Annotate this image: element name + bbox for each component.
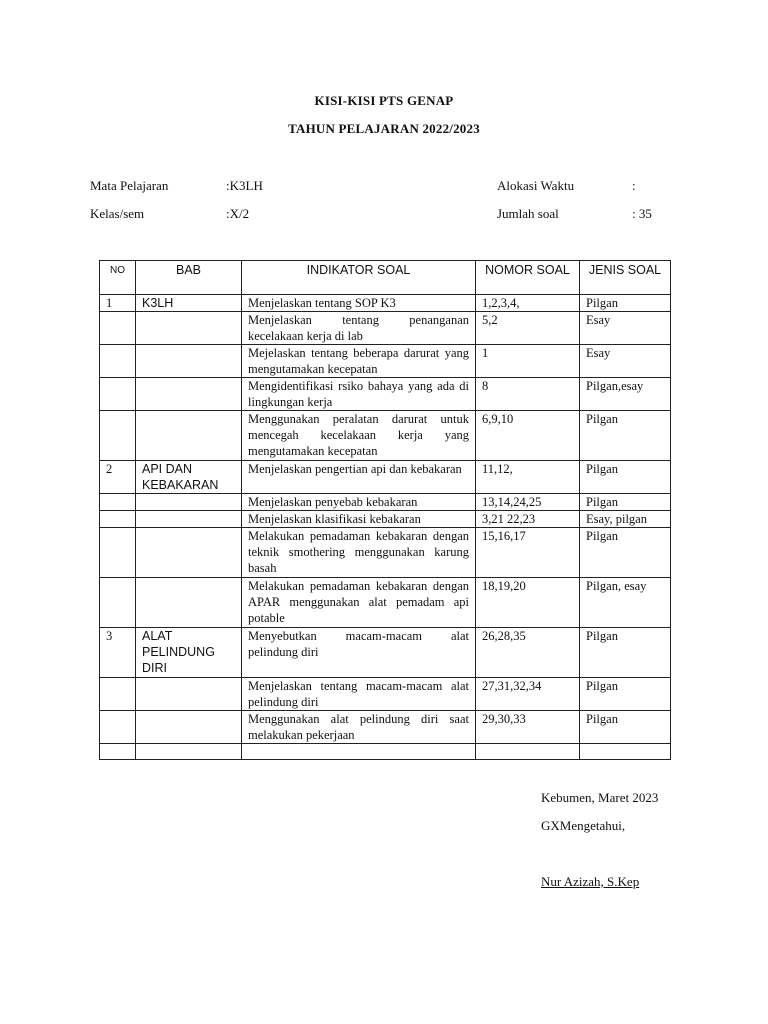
cell-no (100, 378, 136, 411)
cell-jenis: Pilgan (580, 628, 671, 678)
table-row (100, 494, 671, 511)
cell-nomor: 29,30,33 (476, 711, 580, 744)
cell-indikator: Menjelaskan tentang SOP K3 (242, 295, 476, 312)
cell-indikator: Menjelaskan tentang macam-macam alat pelindung diri (242, 678, 476, 711)
table-row (100, 295, 671, 312)
cell-jenis: Pilgan, esay (580, 578, 671, 628)
table-row (100, 578, 671, 628)
cell-nomor (476, 744, 580, 760)
cell-nomor: 11,12, (476, 461, 580, 494)
kelas-label: Kelas/sem (90, 206, 145, 221)
cell-bab: K3LH (136, 295, 242, 312)
table-row (100, 711, 671, 744)
cell-nomor: 1 (476, 345, 580, 378)
cell-indikator: Mejelaskan tentang beberapa darurat yang mengutamakan kecepatan (242, 345, 476, 378)
header-jenis-soal: JENIS SOAL (580, 261, 671, 295)
alokasi-waktu-value: : (632, 178, 636, 193)
cell-no (100, 511, 136, 528)
document-subtitle: TAHUN PELAJARAN 2022/2023 (288, 121, 480, 136)
cell-indikator: Menggunakan peralatan darurat untuk mencegah kecelakaan kerja yang mengutamakan kecepatan (242, 411, 476, 461)
cell-indikator: Melakukan pemadaman kebakaran dengan APAR menggunakan alat pemadam api potable (242, 578, 476, 628)
cell-jenis: Pilgan (580, 494, 671, 511)
cell-bab (136, 345, 242, 378)
signature-acknowledge: GXMengetahui, (541, 818, 626, 833)
cell-no: 1 (100, 295, 136, 312)
header-nomor-soal: NOMOR SOAL (476, 261, 580, 295)
cell-no (100, 528, 136, 578)
cell-nomor: 18,19,20 (476, 578, 580, 628)
cell-jenis: Pilgan (580, 678, 671, 711)
table-row (100, 461, 671, 494)
table-row (100, 411, 671, 461)
cell-nomor: 26,28,35 (476, 628, 580, 678)
cell-jenis: Pilgan (580, 411, 671, 461)
table-row (100, 378, 671, 411)
cell-bab: ALAT PELINDUNG DIRI (136, 628, 242, 678)
alokasi-waktu-label: Alokasi Waktu (497, 178, 575, 193)
cell-bab (136, 494, 242, 511)
cell-bab (136, 312, 242, 345)
table-row (100, 345, 671, 378)
cell-jenis: Pilgan (580, 528, 671, 578)
cell-no (100, 744, 136, 760)
cell-jenis: Esay (580, 345, 671, 378)
cell-jenis: Esay, pilgan (580, 511, 671, 528)
cell-nomor: 3,21 22,23 (476, 511, 580, 528)
cell-indikator: Menjelaskan tentang penanganan kecelakaan kerja di lab (242, 312, 476, 345)
table-row (100, 628, 671, 678)
cell-no: 2 (100, 461, 136, 494)
cell-indikator: Menjelaskan penyebab kebakaran (242, 494, 476, 511)
cell-no (100, 494, 136, 511)
jumlah-soal-label: Jumlah soal (497, 206, 559, 221)
kelas-value: :X/2 (226, 206, 250, 221)
cell-bab (136, 678, 242, 711)
cell-jenis: Pilgan (580, 461, 671, 494)
header-indikator: INDIKATOR SOAL (242, 261, 476, 295)
table-row (100, 678, 671, 711)
cell-indikator (242, 744, 476, 760)
cell-nomor: 27,31,32,34 (476, 678, 580, 711)
mapel-value: :K3LH (226, 178, 263, 193)
document-title: KISI-KISI PTS GENAP (314, 93, 454, 108)
mapel-label: Mata Pelajaran (90, 178, 169, 193)
cell-jenis: Esay (580, 312, 671, 345)
header-bab: BAB (136, 261, 242, 295)
cell-no (100, 411, 136, 461)
cell-jenis (580, 744, 671, 760)
signature-name: Nur Azizah, S.Kep (541, 874, 640, 889)
cell-nomor: 8 (476, 378, 580, 411)
cell-indikator: Menjelaskan klasifikasi kebakaran (242, 511, 476, 528)
cell-jenis: Pilgan,esay (580, 378, 671, 411)
cell-no (100, 711, 136, 744)
cell-no (100, 345, 136, 378)
cell-nomor: 5,2 (476, 312, 580, 345)
cell-no (100, 678, 136, 711)
header-no: NO (100, 261, 136, 295)
cell-bab: API DAN KEBAKARAN (136, 461, 242, 494)
cell-bab (136, 378, 242, 411)
cell-indikator: Menggunakan alat pelindung diri saat melakukan pekerjaan (242, 711, 476, 744)
cell-no (100, 578, 136, 628)
cell-no: 3 (100, 628, 136, 678)
cell-nomor: 13,14,24,25 (476, 494, 580, 511)
cell-indikator: Mengidentifikasi rsiko bahaya yang ada di lingkungan kerja (242, 378, 476, 411)
table-row (100, 312, 671, 345)
cell-jenis: Pilgan (580, 295, 671, 312)
cell-nomor: 1,2,3,4, (476, 295, 580, 312)
table-row (100, 511, 671, 528)
kisi-kisi-table (99, 260, 671, 760)
cell-bab (136, 411, 242, 461)
cell-indikator: Menyebutkan macam-macam alat pelindung diri (242, 628, 476, 678)
cell-nomor: 15,16,17 (476, 528, 580, 578)
cell-bab (136, 744, 242, 760)
cell-no (100, 312, 136, 345)
signature-place-date: Kebumen, Maret 2023 (541, 790, 659, 805)
table-row (100, 528, 671, 578)
table-row (100, 744, 671, 760)
cell-bab (136, 528, 242, 578)
jumlah-soal-value: : 35 (632, 206, 652, 221)
cell-indikator: Menjelaskan pengertian api dan kebakaran (242, 461, 476, 494)
cell-bab (136, 578, 242, 628)
cell-indikator: Melakukan pemadaman kebakaran dengan teknik smothering menggunakan karung basah (242, 528, 476, 578)
table-header-row (100, 261, 671, 295)
cell-bab (136, 711, 242, 744)
cell-jenis: Pilgan (580, 711, 671, 744)
cell-nomor: 6,9,10 (476, 411, 580, 461)
cell-bab (136, 511, 242, 528)
